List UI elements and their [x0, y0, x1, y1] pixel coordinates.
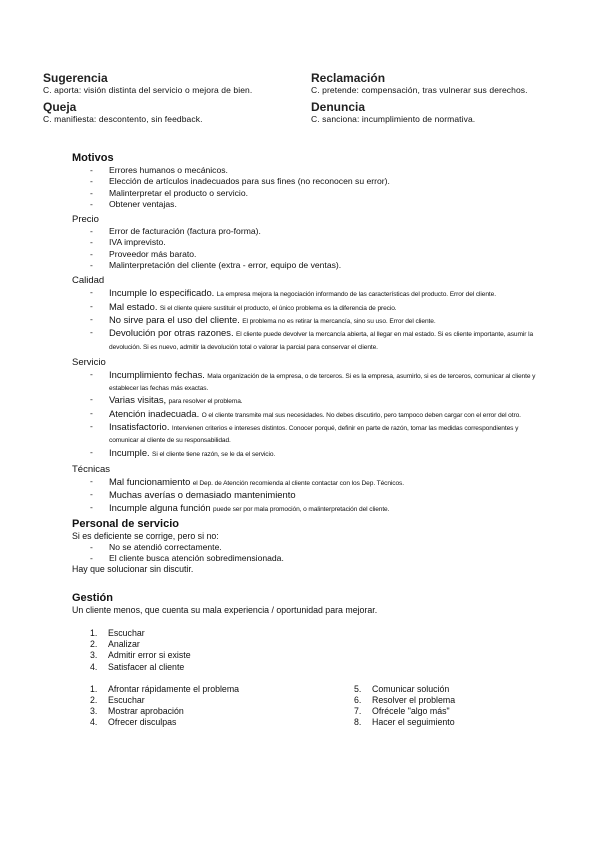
list-item	[72, 502, 542, 515]
item-number: 4.	[90, 717, 98, 728]
list-item: - Error de facturación (factura pro-forma).	[72, 226, 542, 237]
gestion-intro: Un cliente menos, que cuenta su mala experiencia / oportunidad para mejorar.	[72, 605, 378, 615]
list-item	[72, 476, 542, 489]
definition-sugerencia	[43, 71, 308, 96]
personal-intro: Si es deficiente se corrige, pero si no:	[72, 530, 219, 541]
list-item: - Obtener ventajas.	[72, 199, 542, 210]
item-detail: La empresa mejora la negociación informando de las características del producto. Error del cliente.	[216, 291, 496, 299]
item-detail: Intervienen criterios e intereses distintos. Conocer porqué, definir en parte de razón, tomar las medidas correspondientes y comunicar al cliente de su responsabilidad.	[109, 425, 519, 445]
list-item: - Malinterpretación del cliente (extra - error, equipo de ventas).	[72, 260, 542, 271]
list-item	[72, 628, 542, 639]
list-item	[72, 706, 332, 717]
list-item	[72, 717, 332, 728]
gestion-section	[72, 590, 542, 734]
list-item: - Malinterpretar el producto o servicio.	[72, 188, 542, 199]
item-lead: Atención inadecuada.	[109, 407, 200, 419]
item-text: Escuchar	[108, 695, 145, 706]
list-item	[72, 639, 542, 650]
list-item	[72, 314, 542, 327]
list-item	[72, 684, 332, 695]
item-lead: Varias visitas,	[109, 394, 167, 406]
list-item: - Proveedor más barato.	[72, 249, 542, 260]
item-lead: Mal estado.	[109, 300, 158, 312]
item-lead: Mal funcionamiento	[109, 475, 191, 487]
list-item: - El cliente busca atención sobredimensionada.	[72, 553, 542, 564]
item-lead: Incumple lo especificado.	[109, 287, 215, 299]
list-item	[72, 695, 332, 706]
item-detail: O el cliente transmite mal sus necesidades. No debes discutirlo, pero tampoco deben cargar con el error del otro.	[201, 411, 521, 419]
item-lead: Devolución por otras razones.	[109, 327, 234, 339]
item-text: Satisfacer al cliente	[108, 661, 185, 672]
item-number: 2.	[90, 639, 98, 650]
subsection-title-calidad: Calidad	[72, 275, 105, 287]
definition-title: Reclamación	[311, 71, 386, 85]
list-item	[336, 684, 536, 695]
item-detail: El problema no es retirar la mercancía, sino su uso. Error del cliente.	[242, 317, 436, 325]
item-detail: para resolver el problema.	[168, 398, 243, 406]
item-number: 8.	[354, 717, 362, 728]
list-item	[72, 408, 542, 421]
definitions-left-column	[43, 71, 308, 129]
definition-title: Queja	[43, 100, 77, 114]
protocol-right-column	[336, 684, 536, 729]
item-number: 3.	[90, 650, 98, 661]
item-detail: puede ser por mala promoción, o malinterpretación del cliente.	[213, 505, 390, 513]
personal-outro: Hay que solucionar sin discutir.	[72, 564, 194, 575]
list-item	[336, 706, 536, 717]
list-item	[72, 421, 542, 447]
tecnicas-list	[72, 476, 542, 515]
definition-text: C. manifiesta: descontento, sin feedback.	[43, 114, 203, 124]
item-text: Escuchar	[108, 628, 145, 638]
item-lead: No sirve para el uso del cliente.	[109, 313, 240, 325]
list-item: - No se atendió correctamente.	[72, 542, 542, 553]
definition-queja	[43, 100, 308, 125]
list-item: - IVA imprevisto.	[72, 237, 542, 248]
definition-title: Sugerencia	[43, 71, 108, 85]
definition-title: Denuncia	[311, 100, 366, 114]
item-detail: Mala organización de la empresa, o de terceros. Si es la empresa, asumirlo, si es de terceros, comunicar al cliente y establecer las fechas más exactas.	[109, 372, 536, 393]
subsection-title-precio: Precio	[72, 214, 99, 226]
item-detail: Si el cliente quiere sustituir el producto, el único problema es la diferencia de precio.	[159, 304, 397, 312]
list-item	[72, 327, 542, 353]
list-item: - Elección de artículos inadecuados para sus fines (no reconocen su error).	[72, 176, 542, 187]
item-number: 4.	[90, 661, 98, 672]
subsection-title-servicio: Servicio	[72, 356, 106, 368]
motivos-list	[72, 165, 542, 210]
list-item	[72, 394, 542, 407]
protocol-left-column	[72, 684, 332, 729]
item-detail: el Dep. de Atención recomienda al cliente contactar con los Dep. Técnicos.	[192, 479, 404, 487]
item-text: Hacer el seguimiento	[372, 717, 455, 728]
item-text: Afrontar rápidamente el problema	[108, 683, 240, 694]
item-text: Comunicar solución	[372, 683, 450, 694]
calidad-list	[72, 287, 542, 352]
definition-denuncia	[311, 100, 576, 125]
item-text: Analizar	[108, 639, 140, 650]
item-detail: Si el cliente tiene razón, se le da el servicio.	[152, 450, 276, 458]
item-text: Admitir error si existe	[108, 650, 191, 661]
item-lead: Muchas averías o demasiado mantenimiento	[109, 489, 296, 501]
item-text: Ofrecer disculpas	[108, 717, 177, 728]
list-item	[336, 695, 536, 706]
personal-list	[72, 542, 542, 565]
item-number: 5.	[354, 683, 362, 694]
item-text: Mostrar aprobación	[108, 706, 184, 717]
list-item	[72, 287, 542, 300]
item-lead: Incumplimiento fechas.	[109, 368, 205, 380]
servicio-list	[72, 369, 542, 460]
section-title-motivos: Motivos	[72, 152, 114, 164]
item-number: 6.	[354, 695, 362, 706]
definitions-right-column	[311, 71, 576, 129]
item-number: 7.	[354, 706, 362, 717]
item-number: 1.	[90, 683, 98, 694]
item-number: 2.	[90, 695, 98, 706]
item-text: Resolver el problema	[372, 695, 456, 706]
section-title-personal: Personal de servicio	[72, 517, 179, 530]
section-title-gestion: Gestión	[72, 592, 113, 604]
item-detail: El cliente puede devolver la mercancía abierta, al llegar en mal estado. Si es cliente importante, asumir la devolución. Si es nuevo, admitir la devolución total o valorar la parcial para conservar el cliente.	[109, 331, 534, 351]
list-item	[72, 447, 542, 460]
item-lead: Incumple.	[109, 446, 150, 458]
subsection-title-tecnicas: Técnicas	[72, 463, 111, 475]
definition-text: C. sanciona: incumplimiento de normativa.	[311, 114, 476, 124]
list-item	[336, 717, 536, 728]
definition-text: C. pretende: compensación, tras vulnerar sus derechos.	[311, 85, 528, 95]
definition-text: C. aporta: visión distinta del servicio o mejora de bien.	[43, 85, 253, 95]
item-number: 3.	[90, 706, 98, 717]
precio-list	[72, 226, 542, 271]
item-lead: Insatisfactorio.	[109, 421, 170, 433]
item-lead: Incumple alguna función	[109, 501, 211, 513]
item-text: Ofrécele "algo más"	[372, 706, 450, 717]
list-item	[72, 662, 542, 673]
main-content	[72, 150, 542, 575]
list-item: - Errores humanos o mecánicos.	[72, 165, 542, 176]
gestion-steps-list	[72, 628, 542, 673]
item-number: 1.	[90, 628, 98, 638]
list-item	[72, 301, 542, 314]
list-item	[72, 650, 542, 661]
definition-reclamacion	[311, 71, 576, 96]
list-item	[72, 489, 542, 501]
list-item	[72, 369, 542, 395]
gestion-protocol-list	[72, 684, 542, 734]
